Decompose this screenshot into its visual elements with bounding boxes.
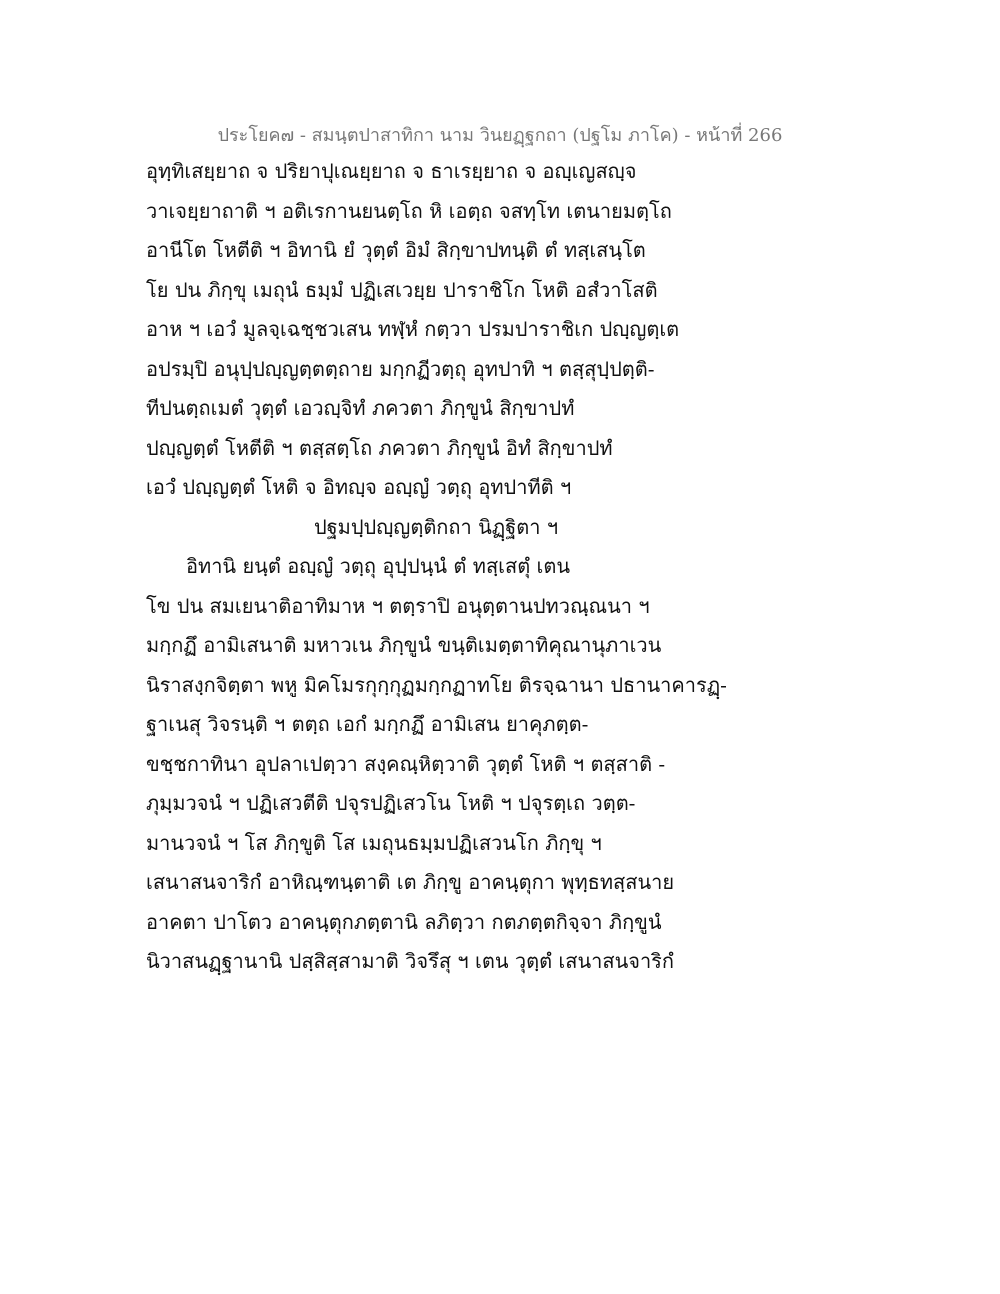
text-line: อานีโต โหตีติ ฯ อิทานิ ยํ วุตฺตํ อิมํ สิกฺขาปทนฺติ ตํ ทสฺเสนฺโต [146, 238, 646, 262]
text-line: นิวาสนฏฺฐานานิ ปสฺสิสฺสามาติ วิจรึสุ ฯ เตน วุตฺตํ เสนาสนจาริกํ [146, 949, 675, 973]
text-line: อาคตา ปาโตว อาคนฺตุกภตฺตานิ ลภิตฺวา กตภตฺตกิจฺจา ภิกฺขูนํ [146, 909, 662, 934]
text-line: วาเจยฺยาถาติ ฯ อติเรกานยนตฺโถ หิ เอตฺถ จสทฺโท เตนายมตฺโถ [146, 198, 672, 223]
text-line: อาห ฯ เอวํ มูลจฺเฉชฺชวเสน ทฬฺหํ กตฺวา ปรมปาราชิเก ปญฺญตฺเต [146, 317, 680, 341]
text-line: เอวํ ปญฺญตฺตํ โหติ จ อิทญฺจ อญฺญํ วตฺถุ อุทปาทีติ ฯ [146, 475, 572, 499]
text-line: นิราสงฺกจิตฺตา พหู มิคโมรกุกฺกุฏมกฺกฏาทโย ติรจฺฉานา ปธานาคารฏฺ- [146, 672, 727, 697]
text-line: ทีปนตฺถเมตํ วุตฺตํ เอวญฺจิทํ ภควตา ภิกฺขูนํ สิกฺขาปทํ [146, 396, 575, 420]
paragraph-2 [146, 547, 746, 982]
text-line: อิทานิ ยนฺตํ อญฺญํ วตฺถุ อุปฺปนฺนํ ตํ ทสฺเสตุํ เตน [186, 554, 571, 578]
running-header: ประโยค๗ - สมนฺตปาสาทิกา นาม วินยฏฺฐกถา (ปฐโม ภาโค) - หน้าที่ 266 [217, 125, 783, 146]
text-line: ขชฺชกาทินา อุปลาเปตฺวา สงฺคณฺหิตฺวาติ วุตฺตํ โหติ ฯ ตสฺสาติ - [146, 751, 666, 776]
text-line: ฐาเนสุ วิจรนฺติ ฯ ตตฺถ เอกํ มกฺกฏึ อามิเสน ยาคุภตฺต- [146, 712, 589, 736]
body-text [146, 152, 746, 982]
paragraph-1 [146, 152, 746, 508]
text-line: โย ปน ภิกฺขุ เมถุนํ ธมฺมํ ปฏิเสเวยฺย ปาราชิโก โหติ อสํวาโสติ [146, 277, 658, 302]
text-line: ภุมฺมวจนํ ฯ ปฏิเสวตีติ ปจุรปฏิเสวโน โหติ ฯ ปจุรตฺเถ วตฺต- [146, 791, 636, 815]
text-line: อุทฺทิเสยฺยาถ จ ปริยาปุเณยฺยาถ จ ธาเรยฺยาถ จ อญฺเญสญฺจ [146, 159, 637, 183]
text-line: อปรมฺปิ อนุปฺปญฺญตฺตตฺถาย มกฺกฏีวตฺถุ อุทปาทิ ฯ ตสฺสุปฺปตฺติ- [146, 356, 655, 381]
text-line: เสนาสนจาริกํ อาหิณฺฑนฺตาติ เต ภิกฺขู อาคนฺตุกา พุทฺธทสฺสนาย [146, 870, 675, 894]
text-line: โข ปน สมเยนาติอาทิมาห ฯ ตตฺราปิ อนุตฺตานปทวณฺณนา ฯ [146, 593, 650, 618]
text-line: มกฺกฏึ อามิเสนาติ มหาวเน ภิกฺขูนํ ขนฺติเมตฺตาทิคุณานุภาเวน [146, 633, 662, 657]
text-line: มานวจนํ ฯ โส ภิกฺขูติ โส เมถุนธมฺมปฏิเสวนโก ภิกฺขุ ฯ [146, 830, 602, 855]
section-title: ปฐมปฺปญฺญตฺติกถา นิฏฺฐิตา ฯ [313, 514, 559, 539]
text-line: ปญฺญตฺตํ โหตีติ ฯ ตสฺสตฺโถ ภควตา ภิกฺขูนํ อิทํ สิกฺขาปทํ [146, 435, 613, 460]
